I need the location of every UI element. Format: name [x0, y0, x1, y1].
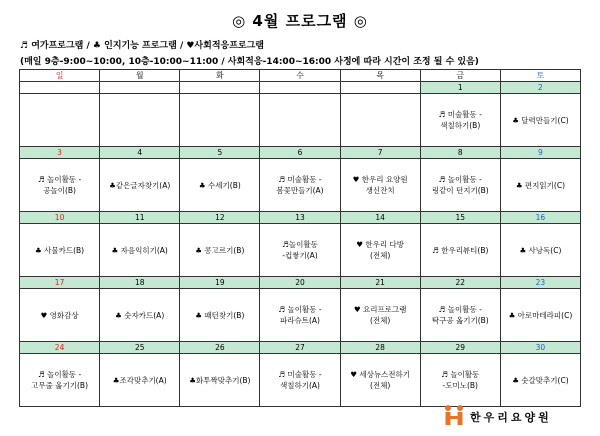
activity-cell: ♥ 세상뉴스전하기 (전체) — [340, 354, 420, 407]
date-cell: 9 — [500, 147, 580, 159]
org-logo-icon — [443, 404, 467, 426]
activity-cell: ♣ 숫갈맞추기(C) — [500, 354, 580, 407]
date-cell: 16 — [500, 212, 580, 224]
activity-cell — [180, 94, 260, 147]
date-cell: 29 — [420, 342, 500, 354]
activity-cell: ♬ 놀이활동 - 공놀이(B) — [20, 159, 100, 212]
date-cell: 8 — [420, 147, 500, 159]
date-row — [20, 147, 581, 159]
weekday-tue: 화 — [180, 70, 260, 82]
calendar-table — [19, 69, 581, 407]
date-cell — [100, 82, 180, 94]
activity-row — [20, 289, 581, 342]
program-legend: ♬ 여가프로그램 / ♣ 인지기능 프로그램 / ♥사회적응프로그램 — [20, 41, 264, 51]
activity-row — [20, 159, 581, 212]
activity-cell: ♣ 달력만들기(C) — [500, 94, 580, 147]
activity-row — [20, 224, 581, 277]
activity-cell: ♬놀이활동 -컵쌓기(A) — [260, 224, 340, 277]
activity-cell: ♬ 미술활동 - 봄꽃만들기(A) — [260, 159, 340, 212]
date-cell: 12 — [180, 212, 260, 224]
activity-cell: ♣ 사물카드(B) — [20, 224, 100, 277]
activity-cell: ♣같은글자찾기(A) — [100, 159, 180, 212]
activity-cell: ♣조각맞추기(A) — [100, 354, 180, 407]
weekday-sun: 일 — [20, 70, 100, 82]
activity-cell — [20, 94, 100, 147]
activity-cell — [260, 94, 340, 147]
weekday-fri: 금 — [420, 70, 500, 82]
weekday-wed: 수 — [260, 70, 340, 82]
activity-cell: ♣ 편지읽기(C) — [500, 159, 580, 212]
date-cell: 7 — [340, 147, 420, 159]
date-cell: 17 — [20, 277, 100, 289]
date-cell: 4 — [100, 147, 180, 159]
activity-cell: ♥ 요리프로그램 (전체) — [340, 289, 420, 342]
date-cell: 21 — [340, 277, 420, 289]
date-cell: 6 — [260, 147, 340, 159]
date-cell: 15 — [420, 212, 500, 224]
date-cell: 14 — [340, 212, 420, 224]
date-cell: 25 — [100, 342, 180, 354]
activity-cell: ♣ 아로마테라피(C) — [500, 289, 580, 342]
org-name: 한우리요양원 — [470, 411, 552, 424]
date-cell — [20, 82, 100, 94]
date-row — [20, 342, 581, 354]
date-cell: 22 — [420, 277, 500, 289]
date-cell: 10 — [20, 212, 100, 224]
date-cell — [260, 82, 340, 94]
activity-cell: ♬ 놀이활동 - 탁구공 옮기기(B) — [420, 289, 500, 342]
date-row — [20, 82, 581, 94]
date-cell: 30 — [500, 342, 580, 354]
weekday-mon: 월 — [100, 70, 180, 82]
activity-cell — [100, 94, 180, 147]
activity-cell: ♥ 영화감상 — [20, 289, 100, 342]
activity-row — [20, 354, 581, 407]
activity-cell: ♣ 숫자카드(A) — [100, 289, 180, 342]
activity-cell — [340, 94, 420, 147]
activity-cell: ♣화투짝맞추기(B) — [180, 354, 260, 407]
activity-cell: ♬ 미술활동 - 색칠하기(A) — [260, 354, 340, 407]
weekday-thu: 목 — [340, 70, 420, 82]
weekday-sat: 토 — [500, 70, 580, 82]
date-cell: 3 — [20, 147, 100, 159]
activity-cell: ♬ 미술활동 - 색칠하기(B) — [420, 94, 500, 147]
date-cell: 24 — [20, 342, 100, 354]
date-cell: 23 — [500, 277, 580, 289]
date-cell: 13 — [260, 212, 340, 224]
activity-cell: ♣ 사낭독(C) — [500, 224, 580, 277]
date-cell — [180, 82, 260, 94]
activity-cell: ♣ 자음익히기(A) — [100, 224, 180, 277]
activity-cell: ♬ 놀이활동 - 파라슈트(A) — [260, 289, 340, 342]
date-cell — [340, 82, 420, 94]
date-row — [20, 212, 581, 224]
activity-cell: ♬ 한우리뷰티(B) — [420, 224, 500, 277]
date-cell: 2 — [500, 82, 580, 94]
activity-cell: ♣ 콩고르기(B) — [180, 224, 260, 277]
activity-cell: ♣ 패턴찾기(B) — [180, 289, 260, 342]
activity-cell: ♥ 한우리 다방 (전체) — [340, 224, 420, 277]
activity-cell: ♬ 놀이활동 - 링같이 던지기(B) — [420, 159, 500, 212]
date-row — [20, 277, 581, 289]
activity-cell: ♣ 수세기(B) — [180, 159, 260, 212]
date-cell: 18 — [100, 277, 180, 289]
date-cell: 11 — [100, 212, 180, 224]
date-cell: 19 — [180, 277, 260, 289]
activity-cell: ♥ 한우리 요양원 생신잔치 — [340, 159, 420, 212]
schedule-note: (매일 9층-9:00~10:00, 10층-10:00~11:00 / 사회적응-14:00~16:00 사정에 따라 시간이 조정 될 수 있음) — [20, 57, 479, 67]
date-cell: 26 — [180, 342, 260, 354]
date-cell: 28 — [340, 342, 420, 354]
date-cell: 27 — [260, 342, 340, 354]
page-title: ◎ 4월 프로그램 ◎ — [232, 12, 368, 30]
date-cell: 20 — [260, 277, 340, 289]
weekday-header-row — [20, 70, 581, 82]
activity-row — [20, 94, 581, 147]
date-cell: 5 — [180, 147, 260, 159]
activity-cell: ♬ 놀이활동 -도미노(B) — [420, 354, 500, 407]
date-cell: 1 — [420, 82, 500, 94]
activity-cell: ♬ 놀이활동 - 고무줄 옮기기(B) — [20, 354, 100, 407]
